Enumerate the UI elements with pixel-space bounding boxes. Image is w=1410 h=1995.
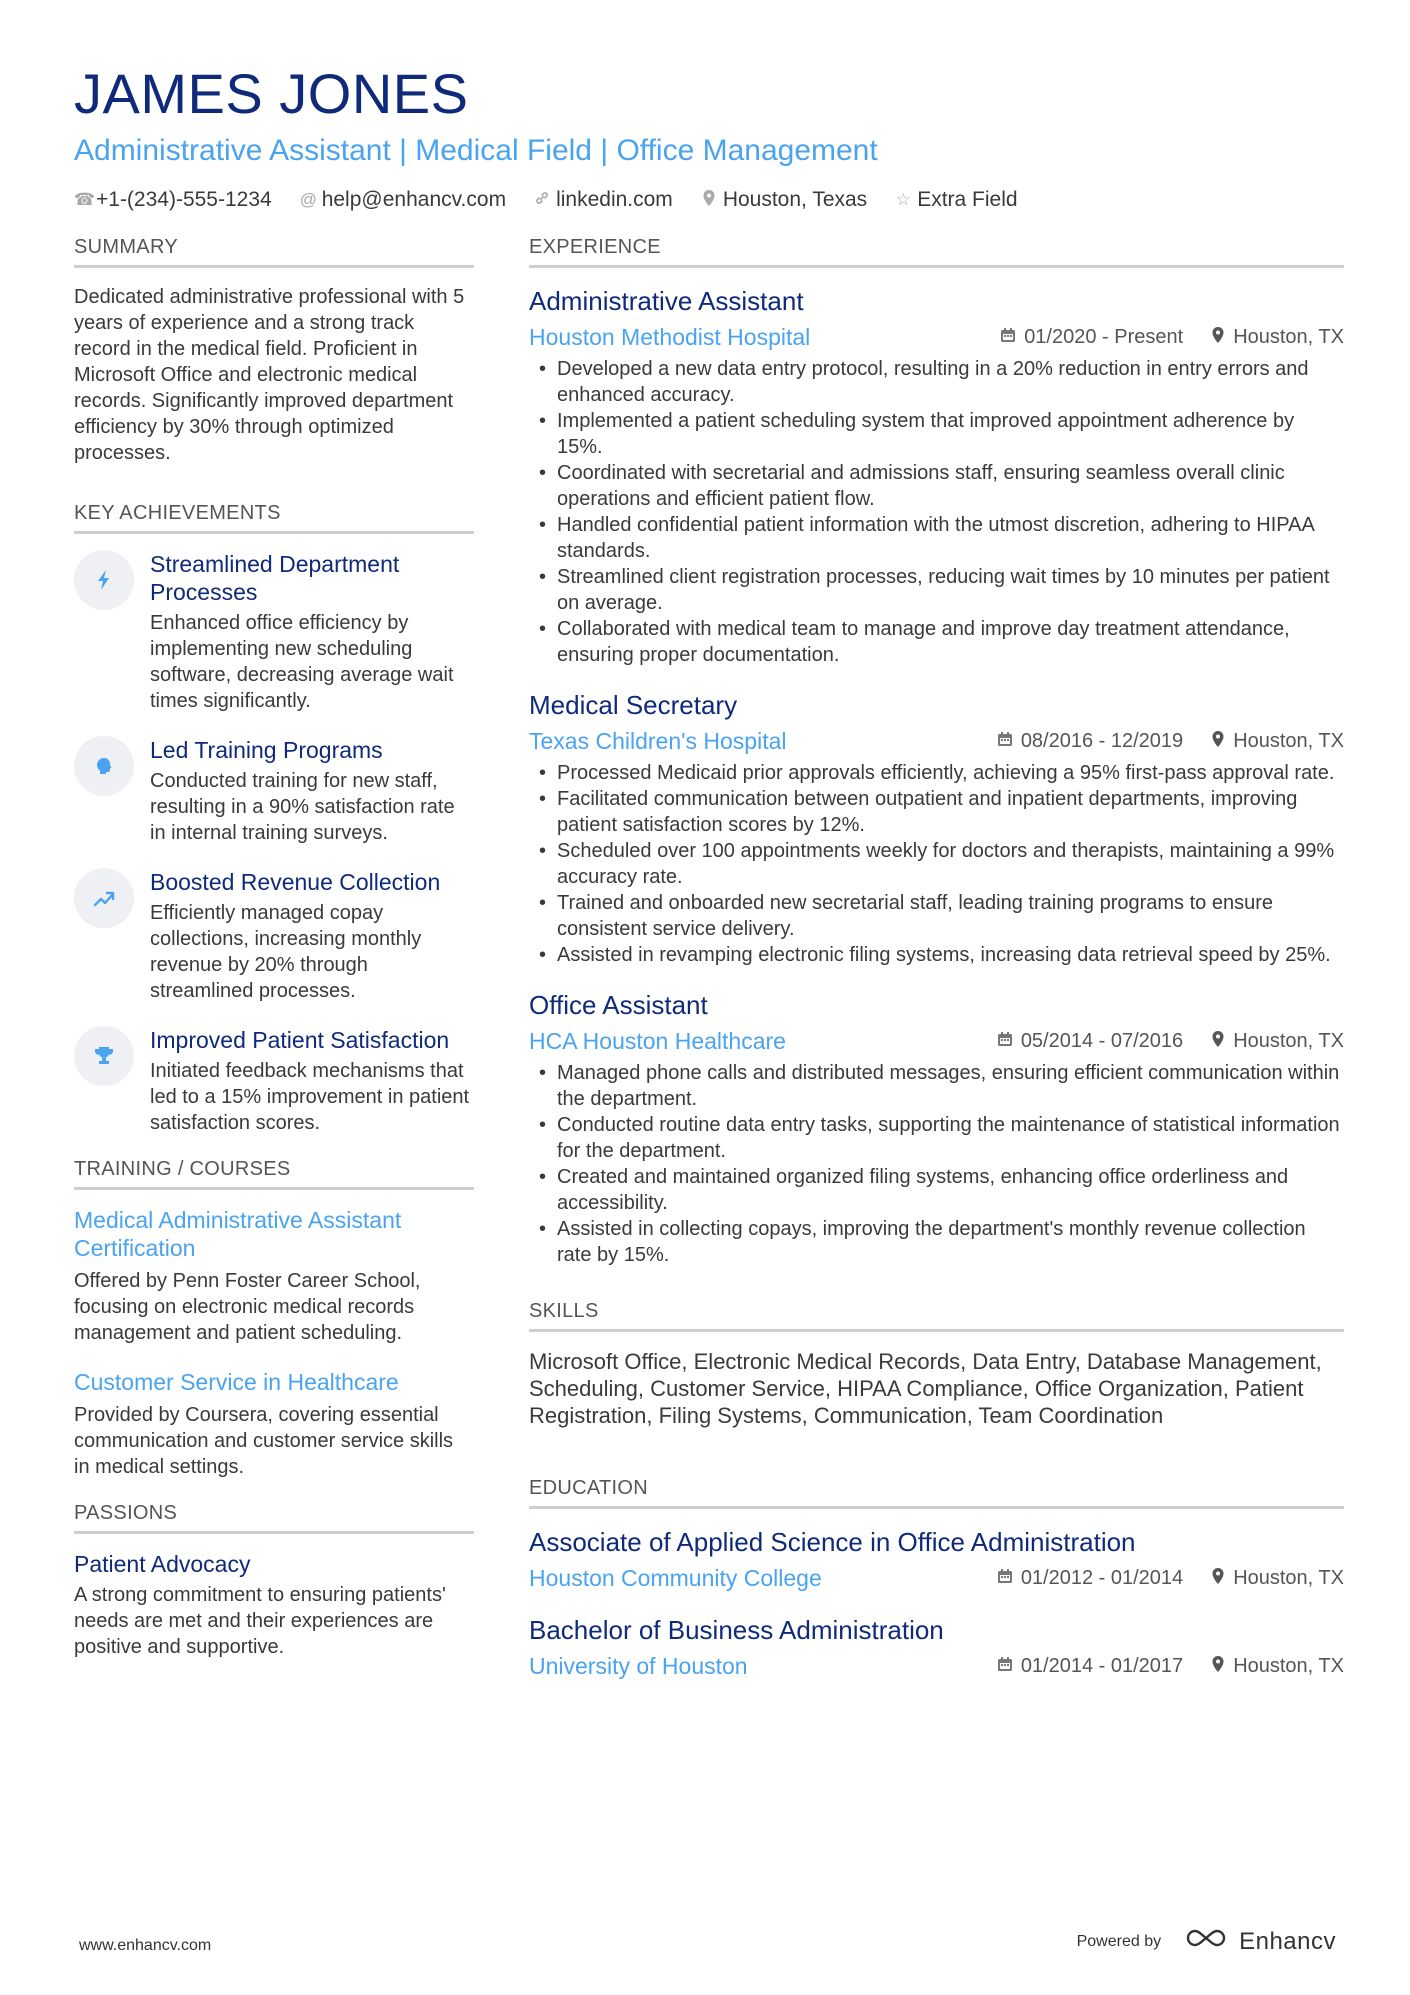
job-bullet: • Trained and onboarded new secretarial staff, leading training programs to ensure consistent service delivery. [529, 890, 1344, 942]
achievement-item [74, 1026, 474, 1136]
education-dates [997, 1655, 1183, 1678]
job-bullets [529, 356, 1344, 668]
footer-branding [1077, 1926, 1336, 1957]
job-bullet: • Collaborated with medical team to manage and improve day treatment attendance, ensuring proper documentation. [529, 616, 1344, 668]
brand-name: Enhancv [1239, 1927, 1336, 1955]
job-bullet: • Processed Medicaid prior approvals efficiently, achieving a 95% first-pass approval rate. [529, 760, 1344, 786]
education-meta [529, 1563, 1344, 1593]
achievement-item [74, 550, 474, 714]
education-location [1211, 1567, 1344, 1590]
job-entry [529, 284, 1344, 668]
job-title: Medical Secretary [529, 690, 738, 720]
passions-heading: PASSIONS [74, 1502, 474, 1534]
job-location [1211, 326, 1344, 349]
contact-email-text: help@enhancv.com [321, 188, 507, 211]
job-company: Houston Methodist Hospital [529, 324, 811, 350]
education-entry [529, 1613, 1344, 1681]
job-bullet: • Assisted in collecting copays, improving the department's monthly revenue collection rate by 15%. [529, 1216, 1344, 1268]
job-company: HCA Houston Healthcare [529, 1028, 786, 1054]
skills-text: Microsoft Office, Electronic Medical Records, Data Entry, Database Management, Scheduling, Customer Service, HIPAA Compliance, Office Organization, Patient Registration, Filing Systems, Communication, Team Coordination [529, 1349, 1322, 1428]
education-dates [997, 1567, 1183, 1590]
job-entry [529, 688, 1344, 968]
achievements-section [74, 502, 474, 1136]
candidate-name: JAMES JONES [74, 62, 469, 125]
job-company: Texas Children's Hospital [529, 728, 787, 754]
passions-section [74, 1502, 474, 1660]
summary-heading: SUMMARY [74, 236, 474, 268]
job-bullet: • Scheduled over 100 appointments weekly for doctors and therapists, maintaining a 99% accuracy rate. [529, 838, 1344, 890]
job-bullet: • Facilitated communication between outpatient and inpatient departments, improving patient satisfaction scores by 12%. [529, 786, 1344, 838]
achievement-title: Boosted Revenue Collection [150, 869, 441, 895]
contact-extra-text: Extra Field [917, 188, 1018, 211]
achievement-item [74, 868, 474, 1004]
course-title: Customer Service in Healthcare [74, 1369, 399, 1395]
job-bullet: • Handled confidential patient information with the utmost discretion, adhering to HIPAA standards. [529, 512, 1344, 564]
training-section [74, 1158, 474, 1480]
achievement-text: Efficiently managed copay collections, increasing monthly revenue by 20% through streamlined processes. [150, 902, 422, 1002]
calendar-icon [997, 1031, 1013, 1052]
job-bullet: • Conducted routine data entry tasks, supporting the maintenance of statistical information for the department. [529, 1112, 1344, 1164]
left-column [74, 236, 474, 1660]
job-meta-right [997, 1030, 1344, 1053]
contact-phone[interactable] [74, 188, 272, 212]
calendar-icon [997, 731, 1013, 752]
phone-icon: ☎ [74, 190, 96, 209]
summary-section [74, 236, 474, 466]
job-bullet: • Created and maintained organized filing systems, enhancing office orderliness and accessibility. [529, 1164, 1344, 1216]
location-icon [1211, 1655, 1225, 1678]
growth-icon [74, 868, 134, 928]
achievement-text: Enhanced office efficiency by implementing new scheduling software, decreasing average wait times significantly. [150, 612, 454, 712]
education-dates-text: 01/2012 - 01/2014 [1020, 1566, 1184, 1589]
contact-linkedin-text: linkedin.com [556, 188, 673, 211]
job-bullet: • Managed phone calls and distributed messages, ensuring efficient communication within the department. [529, 1060, 1344, 1112]
job-bullets [529, 1060, 1344, 1268]
skills-heading: SKILLS [529, 1300, 1344, 1332]
contact-location-text: Houston, Texas [722, 188, 868, 211]
location-icon [1211, 1567, 1225, 1590]
enhancv-logo[interactable] [1183, 1926, 1336, 1957]
job-dates [1000, 326, 1183, 349]
job-dates-text: 05/2014 - 07/2016 [1020, 1029, 1184, 1052]
job-location-text: Houston, TX [1233, 1029, 1344, 1052]
education-section [529, 1477, 1344, 1681]
location-icon [701, 189, 717, 212]
location-icon [1211, 730, 1225, 753]
contact-email[interactable] [300, 188, 506, 212]
at-icon: @ [299, 190, 317, 209]
summary-text: Dedicated administrative professional with 5 years of experience and a strong track record in the medical field. Proficient in Microsoft Office and electronic medical records. Significantly improved department efficiency by 30% through optimized processes. [74, 286, 465, 464]
achievement-item [74, 736, 474, 846]
achievement-title: Streamlined Department Processes [150, 551, 400, 605]
job-title: Office Assistant [529, 990, 708, 1020]
job-location-text: Houston, TX [1233, 729, 1344, 752]
job-meta [529, 726, 1344, 756]
achievement-title: Led Training Programs [150, 737, 383, 763]
school-name: University of Houston [529, 1653, 748, 1679]
training-heading: TRAINING / COURSES [74, 1158, 474, 1190]
lightning-icon [74, 550, 134, 610]
education-meta-right [997, 1655, 1344, 1678]
job-meta [529, 322, 1344, 352]
contact-linkedin[interactable] [534, 188, 673, 212]
trophy-icon [74, 1026, 134, 1086]
contact-row [74, 188, 1344, 212]
course-item [74, 1206, 474, 1346]
job-bullet: • Implemented a patient scheduling system that improved appointment adherence by 15%. [529, 408, 1344, 460]
contact-location [701, 188, 867, 212]
contact-phone-text: +1-(234)-555-1234 [96, 188, 272, 211]
brain-icon [74, 736, 134, 796]
education-entry [529, 1525, 1344, 1593]
location-icon [1211, 326, 1225, 349]
education-location [1211, 1655, 1344, 1678]
job-bullet: • Developed a new data entry protocol, resulting in a 20% reduction in entry errors and enhanced accuracy. [529, 356, 1344, 408]
job-title: Administrative Assistant [529, 286, 804, 316]
education-heading: EDUCATION [529, 1477, 1344, 1509]
course-title: Medical Administrative Assistant Certification [74, 1207, 402, 1261]
job-meta-right [997, 730, 1344, 753]
job-dates [997, 730, 1183, 753]
powered-by-label: Powered by [1076, 1932, 1162, 1950]
education-dates-text: 01/2014 - 01/2017 [1020, 1654, 1184, 1677]
achievements-heading: KEY ACHIEVEMENTS [74, 502, 474, 534]
passion-text: A strong commitment to ensuring patients' needs are met and their experiences are positive and supportive. [74, 1584, 446, 1658]
infinity-icon [1183, 1926, 1229, 1957]
passion-title: Patient Advocacy [74, 1551, 251, 1577]
job-meta-right [1000, 326, 1344, 349]
job-location-text: Houston, TX [1233, 325, 1344, 348]
resume-header [74, 60, 1344, 212]
contact-extra [895, 188, 1017, 212]
achievement-title: Improved Patient Satisfaction [150, 1027, 450, 1053]
job-bullet: • Streamlined client registration processes, reducing wait times by 10 minutes per patient on average. [529, 564, 1344, 616]
job-location [1211, 1030, 1344, 1053]
course-text: Offered by Penn Foster Career School, focusing on electronic medical records management and patient scheduling. [74, 1270, 421, 1344]
job-dates-text: 01/2020 - Present [1024, 325, 1184, 348]
right-column [529, 236, 1344, 1701]
calendar-icon [1000, 327, 1016, 348]
course-item [74, 1368, 474, 1480]
job-entry [529, 988, 1344, 1268]
job-meta [529, 1026, 1344, 1056]
education-location-text: Houston, TX [1233, 1654, 1344, 1677]
course-text: Provided by Coursera, covering essential communication and customer service skills in medical settings. [74, 1404, 454, 1478]
achievement-text: Conducted training for new staff, resulting in a 90% satisfaction rate in internal training surveys. [150, 770, 455, 844]
candidate-title: Administrative Assistant | Medical Field | Office Management [74, 134, 878, 167]
degree-title: Associate of Applied Science in Office Administration [529, 1527, 1136, 1557]
education-location-text: Houston, TX [1233, 1566, 1344, 1589]
achievement-text: Initiated feedback mechanisms that led to a 15% improvement in patient satisfaction scores. [150, 1060, 470, 1134]
location-icon [1211, 1030, 1225, 1053]
experience-section [529, 236, 1344, 1268]
job-bullet: • Assisted in revamping electronic filing systems, increasing data retrieval speed by 25%. [529, 942, 1344, 968]
calendar-icon [997, 1568, 1013, 1589]
experience-heading: EXPERIENCE [529, 236, 1344, 268]
job-dates-text: 08/2016 - 12/2019 [1020, 729, 1184, 752]
link-icon [534, 190, 550, 211]
job-bullets [529, 760, 1344, 968]
job-location [1211, 730, 1344, 753]
star-icon: ☆ [895, 190, 911, 209]
calendar-icon [997, 1656, 1013, 1677]
school-name: Houston Community College [529, 1565, 822, 1591]
skills-section [529, 1300, 1344, 1429]
education-meta [529, 1651, 1344, 1681]
job-bullet: • Coordinated with secretarial and admissions staff, ensuring seamless overall clinic operations and efficient patient flow. [529, 460, 1344, 512]
job-dates [997, 1030, 1183, 1053]
degree-title: Bachelor of Business Administration [529, 1615, 944, 1645]
education-meta-right [997, 1567, 1344, 1590]
footer-website[interactable]: www.enhancv.com [79, 1937, 212, 1954]
